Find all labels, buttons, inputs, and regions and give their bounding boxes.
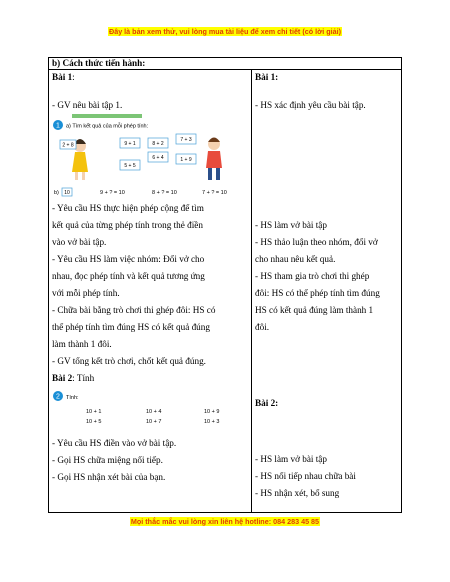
line-chua-bai-2: thể phép tính tìm đúng HS có kết quả đúng: [52, 322, 210, 332]
calc-2: 10 + 5: [86, 419, 102, 425]
calc-3: 10 + 4: [146, 409, 162, 415]
student-line-1: - HS xác định yêu cầu bài tập.: [255, 100, 366, 110]
bai1-title: Bài 1: [52, 72, 73, 82]
bai1-colon: :: [72, 72, 75, 82]
line-yeu-cau-2: kết quả của từng phép tính trong thẻ điền: [52, 220, 203, 230]
line-chua-bai-1: - Chữa bài bằng trò chơi thi ghép đôi: HS có: [52, 305, 216, 315]
part-b-first-answer: 10: [64, 190, 70, 196]
part-b-item-1: 9 + ? = 10: [100, 190, 125, 196]
card-6-text: 1 + 9: [180, 157, 192, 163]
cards-group: [120, 134, 196, 170]
card-5-text: 5 + 5: [124, 163, 136, 169]
bai2-title: Bài 2: [52, 373, 73, 383]
bai2-subtitle: : Tính: [72, 373, 95, 383]
card-3-text: 7 + 3: [180, 137, 192, 143]
line-tong-ket: - GV tổng kết trò chơi, chốt kết quả đúng.: [52, 356, 206, 366]
calc-5: 10 + 9: [204, 409, 220, 415]
student-column: [252, 70, 402, 513]
bai1-heading: [52, 70, 248, 85]
student-line-8: đôi.: [255, 322, 270, 332]
boy-illustration: [206, 138, 222, 181]
part-b-label: b): [54, 190, 59, 196]
lesson-table: [48, 57, 402, 513]
card-left-kid-text: 2 + 8: [62, 142, 74, 149]
student-line-6: đôi: HS có thể phép tính tìm đúng: [255, 288, 380, 298]
preview-banner-text: Đây là bản xem thử, vui lòng mua tài liệu để xem chi tiết (có lời giải): [109, 27, 341, 36]
line-nhom-2: nhau, đọc phép tính và kết quả tương ứng: [52, 271, 205, 281]
line-nhan-xet: - Gọi HS nhận xét bài của bạn.: [52, 472, 166, 482]
line-gv-neu: - GV nêu bài tập 1.: [52, 100, 123, 110]
hotline-banner: [0, 517, 450, 526]
line-chua-mieng: - Gọi HS chữa miệng nối tiếp.: [52, 455, 163, 465]
calc-1: 10 + 1: [86, 409, 102, 415]
student-bai2-title: Bài 2:: [255, 398, 279, 408]
card-1-text: 9 + 1: [124, 141, 136, 147]
student-line-7: HS có kết quả đúng làm thành 1: [255, 305, 374, 315]
bai2-heading: [52, 371, 248, 386]
calc-6: 10 + 3: [204, 419, 220, 425]
exercise2-number: 2: [56, 393, 60, 401]
exercise1-prompt: a) Tìm kết quả của mỗi phép tính:: [66, 123, 149, 130]
card-4-text: 6 + 4: [152, 155, 164, 161]
calc-4: 10 + 7: [146, 419, 162, 425]
hotline-banner-text: Mọi thắc mắc vui lòng xin liên hệ hotline: 084 283 45 85: [130, 517, 320, 526]
student-line-5: - HS tham gia trò chơi thi ghép: [255, 271, 370, 281]
student-line-11: - HS nhận xét, bổ sung: [255, 488, 340, 498]
student-line-10: - HS nối tiếp nhau chữa bài: [255, 471, 356, 481]
student-line-4: cho nhau nêu kết quả.: [255, 254, 336, 264]
student-line-2: - HS làm vở bài tập: [255, 220, 327, 230]
student-line-9: - HS làm vở bài tập: [255, 454, 327, 464]
part-b-item-2: 8 + ? = 10: [152, 190, 177, 196]
student-line-3: - HS thảo luận theo nhóm, đổi vở: [255, 237, 378, 247]
line-yeu-cau-3: vào vở bài tập.: [52, 237, 107, 247]
teacher-column: [49, 70, 252, 513]
exercise2-figure: [52, 390, 242, 432]
line-dien-vo: - Yêu cầu HS điền vào vở bài tập.: [52, 438, 177, 448]
figure-header-bar: [72, 114, 142, 118]
line-nhom-3: với mỗi phép tính.: [52, 288, 120, 298]
line-yeu-cau-1: - Yêu cầu HS thực hiện phép cộng để tìm: [52, 203, 204, 213]
section-title: b) Cách thức tiến hành:: [49, 58, 402, 70]
part-b-item-3: 7 + ? = 10: [202, 190, 227, 196]
line-chua-bai-3: làm thành 1 đôi.: [52, 339, 112, 349]
exercise-number: 1: [56, 122, 60, 130]
exercise2-label: Tính:: [66, 395, 79, 401]
line-nhom-1: - Yêu cầu HS làm việc nhóm: Đổi vở cho: [52, 254, 205, 264]
preview-banner: [0, 27, 450, 36]
student-bai1-title: Bài 1:: [255, 72, 279, 82]
card-2-text: 8 + 2: [152, 141, 164, 147]
exercise1-figure: [52, 114, 242, 198]
part-b-row: [54, 188, 227, 196]
